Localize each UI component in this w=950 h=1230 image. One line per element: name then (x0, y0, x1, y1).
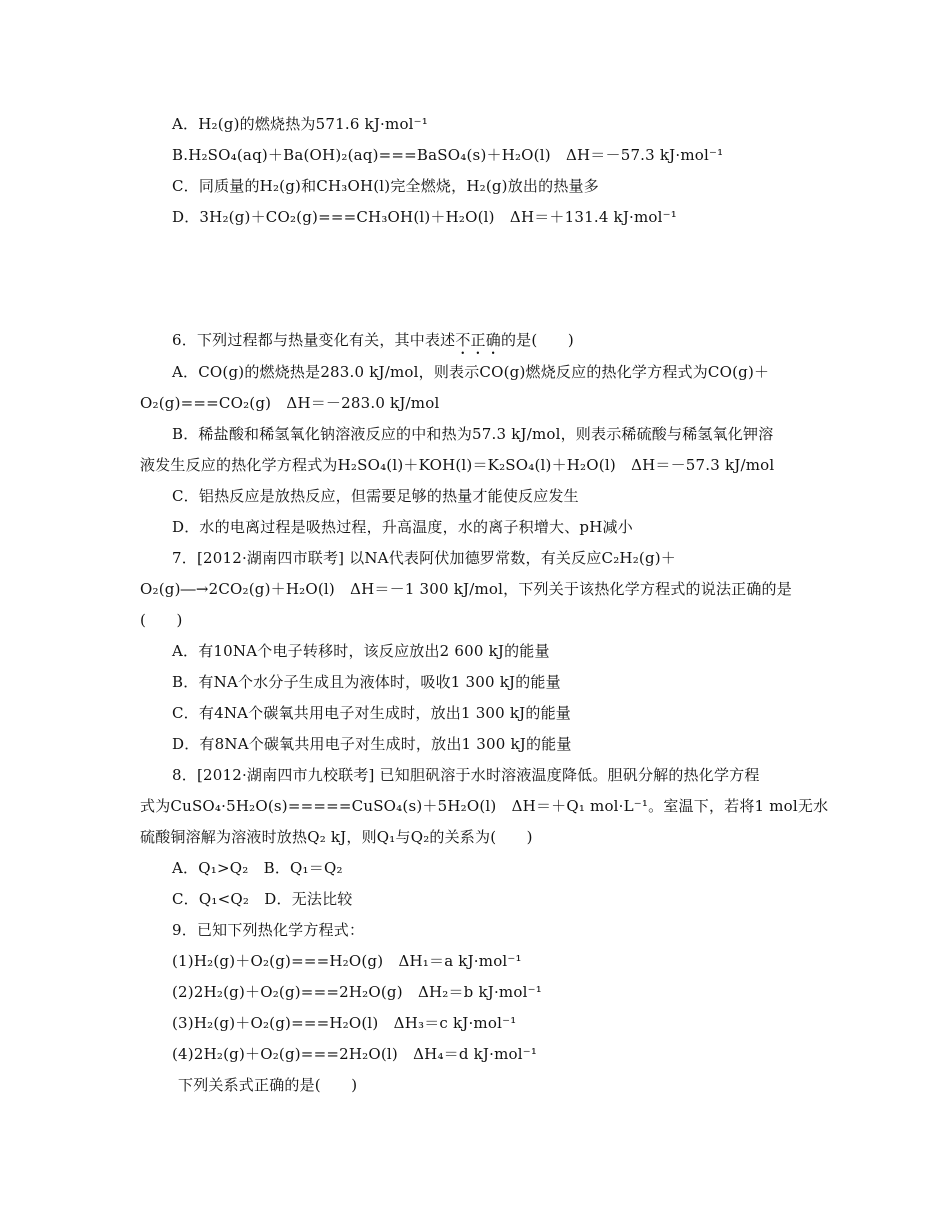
q7-option-a: A．有10NA个电子转移时，该反应放出2 600 kJ的能量 (172, 642, 550, 660)
q9-equation-1: (1)H₂(g)＋O₂(g)===H₂O(g) ΔH₁＝a kJ·mol⁻¹ (172, 952, 522, 970)
q7-option-c: C．有4NA个碳氧共用电子对生成时，放出1 300 kJ的能量 (172, 704, 571, 722)
q7-stem-line1: 7．[2012·湖南四市联考] 以NA代表阿伏加德罗常数，有关反应C₂H₂(g)＋ (172, 549, 677, 567)
q6-option-a-line1: A．CO(g)的燃烧热是283.0 kJ/mol，则表示CO(g)燃烧反应的热化学方程式为CO(g)＋ (172, 363, 770, 381)
q7-stem-line2: O₂(g)―→2CO₂(g)＋H₂O(l) ΔH＝－1 300 kJ/mol，下列关于该热化学方程式的说法正确的是 (140, 580, 792, 598)
q6-option-d: D．水的电离过程是吸热过程，升高温度，水的离子积增大、pH减小 (172, 518, 633, 536)
q8-options-cd: C．Q₁<Q₂ D．无法比较 (172, 890, 353, 908)
q5-option-b: B.H₂SO₄(aq)＋Ba(OH)₂(aq)===BaSO₄(s)＋H₂O(l) ΔH＝－57.3 kJ·mol⁻¹ (172, 146, 724, 164)
q6-stem (172, 330, 574, 358)
q8-stem-line3: 硫酸铜溶解为溶液时放热Q₂ kJ，则Q₁与Q₂的关系为( ) (140, 828, 533, 846)
q6-option-c: C．铝热反应是放热反应，但需要足够的热量才能使反应发生 (172, 487, 579, 505)
q8-stem-line1: 8．[2012·湖南四市九校联考] 已知胆矾溶于水时溶液温度降低。胆矾分解的热化学方程 (172, 766, 760, 784)
q5-option-a: A．H₂(g)的燃烧热为571.6 kJ·mol⁻¹ (172, 115, 428, 133)
q9-question: 下列关系式正确的是( ) (178, 1076, 358, 1094)
q7-option-b: B．有NA个水分子生成且为液体时，吸收1 300 kJ的能量 (172, 673, 561, 691)
q6-option-a-line2: O₂(g)===CO₂(g) ΔH＝－283.0 kJ/mol (140, 394, 440, 412)
q6-stem-emphasis: 不正确 (455, 331, 501, 349)
q9-equation-4: (4)2H₂(g)＋O₂(g)===2H₂O(l) ΔH₄＝d kJ·mol⁻¹ (172, 1045, 538, 1063)
q8-options-ab: A．Q₁>Q₂ B．Q₁＝Q₂ (172, 859, 343, 877)
q8-stem-line2: 式为CuSO₄·5H₂O(s)=====CuSO₄(s)＋5H₂O(l) ΔH＝＋Q₁ mol·L⁻¹。室温下，若将1 mol无水 (140, 797, 829, 815)
q9-equation-2: (2)2H₂(g)＋O₂(g)===2H₂O(g) ΔH₂＝b kJ·mol⁻¹ (172, 983, 542, 1001)
q6-option-b-line2: 液发生反应的热化学方程式为H₂SO₄(l)＋KOH(l)＝K₂SO₄(l)＋H₂O(l) ΔH＝－57.3 kJ/mol (140, 456, 775, 474)
q6-stem-post: 的是( ) (500, 331, 574, 349)
q6-option-b-line1: B．稀盐酸和稀氢氧化钠溶液反应的中和热为57.3 kJ/mol，则表示稀硫酸与稀氢氧化钾溶 (172, 425, 774, 443)
q7-stem-line3: ( ) (140, 611, 183, 629)
q9-equation-3: (3)H₂(g)＋O₂(g)===H₂O(l) ΔH₃＝c kJ·mol⁻¹ (172, 1014, 517, 1032)
q5-option-d: D．3H₂(g)＋CO₂(g)===CH₃OH(l)＋H₂O(l) ΔH＝＋131.4 kJ·mol⁻¹ (172, 208, 677, 226)
q6-stem-pre: 6．下列过程都与热量变化有关，其中表述 (172, 331, 456, 349)
q5-option-c: C．同质量的H₂(g)和CH₃OH(l)完全燃烧，H₂(g)放出的热量多 (172, 177, 599, 195)
q7-option-d: D．有8NA个碳氧共用电子对生成时，放出1 300 kJ的能量 (172, 735, 572, 753)
q9-stem: 9．已知下列热化学方程式： (172, 921, 365, 939)
